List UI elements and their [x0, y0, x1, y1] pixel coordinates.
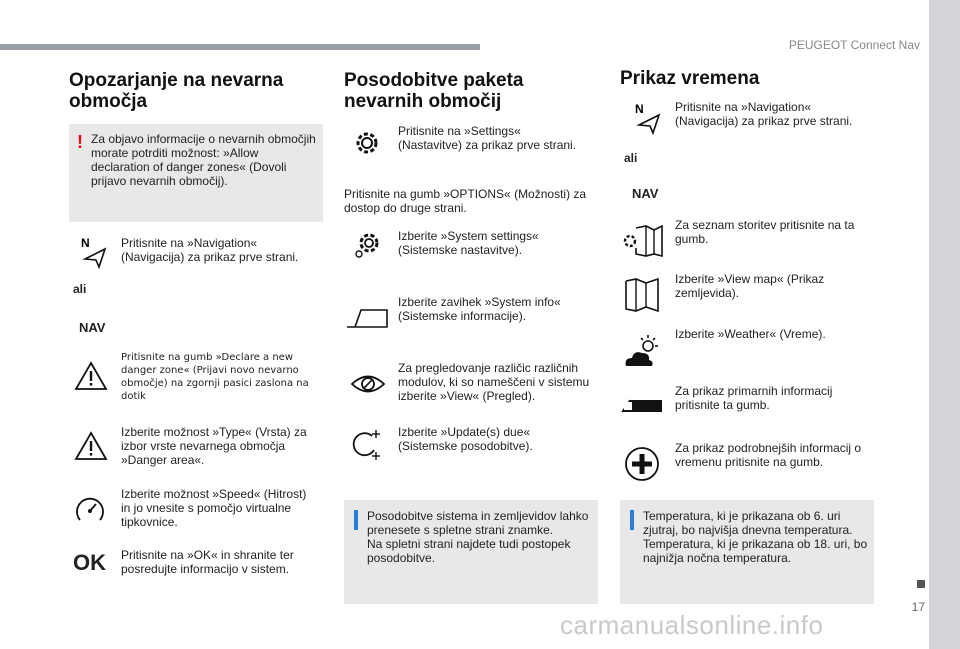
col1-step4: Izberite možnost »Speed« (Hitrost) in jo vnesite s pomočjo virtualne tipkovnice. — [121, 487, 307, 529]
ok-button[interactable]: OK — [73, 550, 106, 575]
speed-gauge-icon[interactable] — [73, 493, 107, 527]
settings-gear-icon[interactable] — [352, 128, 382, 158]
col1-step5: Pritisnite na »OK« in shranite ter posredujte informacijo v sistem. — [121, 548, 294, 576]
warning-box — [69, 124, 323, 222]
col3-step6: Za prikaz podrobnejših informacij o vremenu pritisnite na gumb. — [675, 441, 862, 469]
page-marker — [917, 580, 925, 588]
col3-or: ali — [624, 151, 638, 165]
watermark: carmanualsonline.info — [560, 610, 824, 640]
col2-info-box — [344, 500, 598, 604]
services-list-icon[interactable] — [622, 224, 664, 258]
col3-nav-button[interactable]: NAV — [632, 186, 659, 201]
weather-icon[interactable] — [622, 334, 662, 370]
col3-step3: Izberite »View map« (Prikaz zemljevida). — [675, 272, 825, 300]
col2-info-text-2: Na spletni strani najdete tudi postopek posodobitve. — [367, 537, 571, 565]
info-mark-icon-2 — [630, 510, 634, 530]
col2-info-text-1: Posodobitve sistema in zemljevidov lahko prenesete s spletne strani znamke. — [367, 509, 589, 537]
col3-title: Prikaz vremena — [620, 68, 760, 89]
col2-step3: Izberite »System settings« (Sistemske nastavitve). — [398, 229, 539, 257]
info-mark-icon — [354, 510, 358, 530]
col1-or: ali — [73, 282, 87, 296]
update-icon[interactable] — [348, 428, 384, 462]
col1-step1: Pritisnite na »Navigation« (Navigacija) za prikaz prve strani. — [121, 236, 299, 264]
col2-title: Posodobitve paketa nevarnih območij — [344, 70, 524, 112]
system-info-tab-icon[interactable] — [345, 306, 389, 330]
col1-title: Opozarjanje na nevarna območja — [69, 70, 284, 112]
col2-step1: Pritisnite na »Settings« (Nastavitve) za prikaz prve strani. — [398, 124, 577, 152]
brand-label: PEUGEOT Connect Nav — [788, 38, 920, 52]
col3-info-text: Temperatura, ki je prikazana ob 6. uri zjutraj, bo najvišja dnevna temperatura. Temperatura, ki je prikazana ob 18. uri, bo najnižja nočna temperatura. — [643, 509, 868, 565]
side-strip — [929, 0, 960, 649]
plus-circle-icon[interactable] — [624, 446, 660, 482]
col3-info-box — [620, 500, 874, 604]
col1-step2: Pritisnite na gumb »Declare a new danger zone« (Prijavi novo nevarno območje) na zgornji pasici zaslona na dotik — [121, 352, 309, 402]
type-triangle-icon[interactable] — [73, 430, 109, 462]
col1-step3: Izberite možnost »Type« (Vrsta) za izbor vrste nevarnega območja »Danger area«. — [121, 425, 307, 467]
col3-step1: Pritisnite na »Navigation« (Navigacija) za prikaz prve strani. — [675, 100, 853, 128]
navigation-icon[interactable] — [78, 234, 108, 270]
col1-nav-button[interactable]: NAV — [79, 320, 106, 335]
warning-text: Za objavo informacije o nevarnih območjih morate potrditi možnost: »Allow declaration of danger zones« (Dovoli prijavo nevarnih območij). — [91, 132, 316, 188]
page-number: 17 — [911, 600, 925, 614]
col3-step4: Izberite »Weather« (Vreme). — [675, 327, 826, 341]
primary-info-button-icon[interactable] — [620, 394, 664, 416]
col2-step2: Pritisnite na gumb »OPTIONS« (Možnosti) za dostop do druge strani. — [344, 187, 587, 215]
col2-step5: Za pregledovanje različic različnih modulov, ki so nameščeni v sistemu izberite »View« (Pregled). — [398, 361, 590, 403]
svg-text:N: N — [81, 236, 90, 250]
col2-step6: Izberite »Update(s) due« (Sistemske posodobitve). — [398, 425, 533, 453]
col3-step2: Za seznam storitev pritisnite na ta gumb. — [675, 218, 855, 246]
warning-mark-icon: ! — [77, 132, 83, 152]
system-settings-icon[interactable] — [352, 230, 382, 260]
view-eye-icon[interactable] — [350, 369, 386, 399]
svg-text:N: N — [635, 102, 644, 116]
danger-triangle-icon[interactable] — [73, 360, 109, 392]
header-bar — [0, 44, 480, 50]
navigation-icon-2[interactable] — [632, 100, 662, 136]
col3-step5: Za prikaz primarnih informacij pritisnite ta gumb. — [675, 384, 833, 412]
col2-step4: Izberite zavihek »System info« (Sistemske informacije). — [398, 295, 561, 323]
view-map-icon[interactable] — [624, 276, 660, 314]
